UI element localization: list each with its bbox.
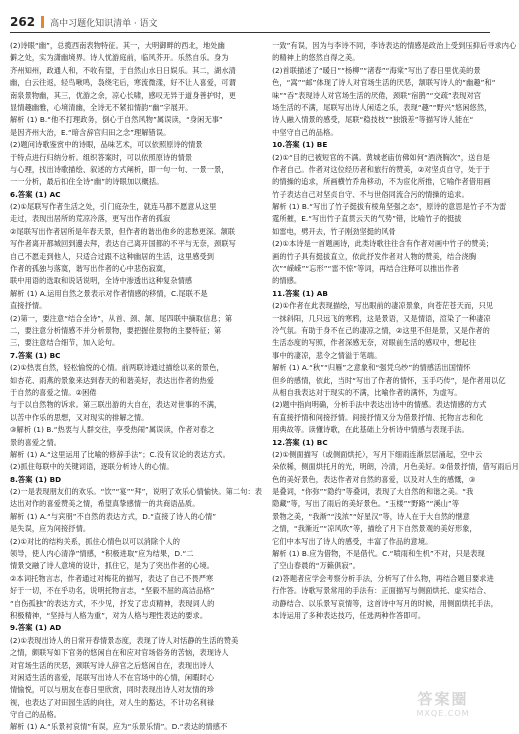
- text-line: (2)首联描述了“暖日”“杨柳”“渚春”“海棠”写出了春日里优美的景: [272, 65, 481, 75]
- text-line: 领导，使人内心清净”情感，“积极进取”应为结果，D.“二: [10, 549, 194, 559]
- text-line: ②尾联写出作者居所是年春天景，但作者的谐出他乡的悲愁更深。颔联: [10, 226, 236, 236]
- text-line: 但乡的感情，依此，当时“写出了作者的情怀，玉手巧传”，是作者用以亿: [272, 375, 506, 385]
- text-line: 隐藏”等，写出了雨后的美好景色。“玉楼”“野路”“溪山”等: [272, 499, 460, 509]
- text-line: 作者自己。作者对这位经历者和旅行的赞美，②对坚贞自守，处于于: [272, 164, 490, 174]
- text-line: ②本词托物言志，作者通过对梅花的描写，表达了自己不畏严寒: [10, 573, 214, 583]
- text-line: 竹子表达自己对坚贞自守、不与世俗同流合污的情操的追求。: [272, 189, 469, 199]
- text-line: (2)诗眼“幽”，总揽西南表物特征。其一，大明御畔的西北，地处幽: [10, 41, 225, 50]
- page-header: [10, 12, 490, 33]
- text-line: 生活态度的写照，作者深感无奈，对眼前生活的感叹中，想起往: [272, 338, 477, 348]
- text-line: 达出对作的喜爱赞美之情，希望真挚感情一的共商语品质。: [10, 499, 200, 509]
- left-column: [10, 40, 263, 732]
- text-line: 解析 (1) B.应为借物，不是借代。C.“喷雨和生机”不对，只是表现: [272, 549, 485, 559]
- text-line: 情景交融了诗人意境的设计，抓住它，是为了突出作者的心境。: [10, 561, 215, 571]
- series-title: 高中习题化知识清单 · 语文: [50, 18, 158, 29]
- text-line: 有直接抒情和间接抒情。间接抒情又分为借景抒情、托物言志和化: [272, 412, 484, 422]
- text-line: 中坚守自己的品格。: [272, 127, 338, 137]
- text-line: 写作者离开都城回到邊去拜，表达自己离开国都的不平与无奈，颈联写: [10, 239, 236, 249]
- text-line: (2)一是表现朋友们的欢乐。“饮”“宴”“拜”，说明了欢乐心情愉快。第二句：表: [10, 487, 263, 497]
- text-line: 与于以自然物的诉求。第三联出游的大自在，表达对世事的不满，: [10, 400, 222, 410]
- text-line: 诗人融入情景的感受，尾联“稳技枝”“独饿差”等描写诗人能在“: [272, 115, 474, 125]
- text-line: 色的美好景色，表达作者对自然的喜爱，以及对人生的感慨，③: [272, 474, 476, 484]
- text-line: 解析 (1) A.“这里运用了比喻的修辞手法”；C.没有议论的表达方式。: [10, 449, 230, 459]
- text-line: (2)题中指向明确，分析手法中表达出诗中的情感。表达情感的方式: [272, 400, 487, 410]
- text-line: 如杏花、雨燕的景象来达到春天的和谐美好，表达出作者的热爱: [10, 375, 215, 385]
- page-number: 262: [10, 15, 36, 29]
- text-line: 景物之美，“我渐”“浅浓”“好星汉”等，诗人在于大自然的惬意: [272, 511, 470, 521]
- text-line: 了空山春晨的“万籁俱寂”。: [272, 561, 360, 571]
- text-line: 8.答案 (1) BD: [10, 474, 62, 484]
- text-line: 一抹斜阳，几只远飞的寒鸦，这是景语，又是情语，渲染了一种凄凉: [272, 313, 491, 323]
- text-line: 霆所摧，E.“写出竹子直贯云天的气势”错，比喻竹子的挺拔: [272, 214, 462, 224]
- text-line: 的情操的追求，所画横竹乔角移动，不为宦化所推，它喻作者借用画: [272, 177, 491, 187]
- text-line: (2)题问诗歌鉴赏中的诗眼，品味艺术，可以依照原诗的情景: [10, 140, 203, 150]
- text-line: 联中用语的选取和说话说明，全诗中渗透出这种复杂情感: [10, 276, 193, 286]
- text-line: 走过，表现出居所的荒凉冷落，更写出作者的孤寂: [10, 214, 171, 224]
- text-line: 事中的凄凉，悲令之情溢于笔端。: [272, 350, 382, 360]
- text-line: 好于一切，不在乎功名，说明托物言志，“坚毅不屈的高洁品格”: [10, 586, 215, 596]
- watermark-text-top: 答案圈: [417, 690, 469, 708]
- text-line: 7.答案 (1) BC: [10, 350, 61, 360]
- text-line: 场生活的不满，尾联写出诗人闲适之乐，表现“趣”“野兴”悠闲悠然，: [272, 102, 492, 112]
- content-columns: [10, 40, 519, 732]
- text-line: 齐州知州，政通人和，不收有望，于自然山水日日娱乐。其二，湖水清: [10, 65, 236, 75]
- text-line: 一一分析，最后扣住全诗“幽”的诗眼加以概括。: [10, 177, 164, 187]
- text-line: (2)①作者在此表现描绘，写出眼前的凄凉景象，向苍茫苍天而，只见: [272, 301, 494, 311]
- text-line: 的精神上的悠然自得之美。: [272, 53, 360, 63]
- text-line: 之情，颇联写如下官务的悠闲自在和应对官场俗务的苦恼，表现诗人: [10, 648, 229, 658]
- text-line: 色，“嵩”“邮”体现了诗人对官场生活的厌恶，颔联写诗人的“幽趣”和“: [272, 78, 496, 88]
- text-line: 视，也表达了对田园生活的向往，对人生的豁达，不计功名利禄: [10, 697, 215, 707]
- text-line: (2)①本诗是一首题画诗，此类诗歌往往含有作者对画中竹子的赞美；: [272, 239, 494, 249]
- text-line: 味”“吞”表现诗人对官场生活的厌倦，颈联“宿鹊”“交疏”表现对宫: [272, 90, 482, 100]
- text-line: “自伤孤独”的表达方式，不少见，抒发了忠贞精神，表现词人的: [10, 598, 215, 608]
- text-line: (2)第一，要注意“结合全诗”，从首、颈、颔、尾四联中摘取信息；第: [10, 313, 233, 323]
- text-line: (2)①对比的结构关系，抓住心情色以可以消除个人的: [10, 536, 181, 546]
- text-line: 次”“嵘嵘”“忘形”“雷不惊”等词，再结合注释可以推出作者: [272, 264, 460, 274]
- text-line: 它们中本写出了诗人的感受，丰富了作品的意境。: [272, 536, 433, 546]
- text-line: 解析 (1) A.“与宾朋”不自然的表达方式，D.“直接了诗人的心情”: [10, 511, 217, 521]
- text-line: 于自然的喜爱之情。②困倦: [10, 387, 97, 397]
- text-line: 积极精神，“坚持与人格为重”，对为人格与理性表达的要求。: [10, 610, 208, 620]
- text-line: 冷气氛。有助于身不在己的凄凉之情，②这里不但是景，又是作者的: [272, 325, 490, 335]
- text-line: 僻之处，实为潇幽境界。诗人忧游庭前，临风芥开。乐然自乐。身为: [10, 53, 229, 63]
- text-line: 显情趣幽雅，心境清幽，全诗无不紧扣情韵“幽”字展开。: [10, 102, 193, 112]
- text-line: 从相自我表达对于现实的不满，比喻作者的满怀，为虚写。: [272, 387, 462, 397]
- text-line: 本诗运用了多种表达技巧，任选两种作答即可。: [272, 610, 426, 620]
- text-line: 用典故等。读懂诗歌，在此基础上分析诗中情感与表现手法。: [272, 425, 469, 435]
- text-line: 解析 (1) A.“乐景衬哀情”有误，应为“乐景乐情”。D.“表达的情感不: [10, 722, 228, 732]
- text-line: 自己不愿走到他人，只适合过跟不这种幽居的生活，这里感受到: [10, 251, 215, 261]
- text-line: 6.答案 (1) AC: [10, 189, 61, 199]
- text-line: (2)①热衷自然，轻松愉悦的心情。前两联诗通过描绘以来的景色，: [10, 363, 224, 373]
- text-line: (2)①“目的已被短官的不满。黄城老庙仿佛如何“酒浇胸次”，送自是: [272, 152, 491, 162]
- text-line: 解析 (1) A.运用自然之景表示对作者情感的移情，C.尾联不是: [10, 288, 208, 298]
- text-line: (2)抓住每联中的关键词语，逐联分析诗人的心情。: [10, 462, 174, 472]
- text-line: 9.答案 (1) AD: [10, 623, 62, 633]
- text-line: 行作答。诗歌写景常用的手法有：正面描写与侧面烘托、虚实结合、: [272, 586, 491, 596]
- text-line: 12.答案 (1) BC: [272, 437, 328, 447]
- text-line: 情愉悦，可以与朋友在春日里欣赏，同时表现出诗人对友情的珍: [10, 685, 215, 695]
- text-line: 10.答案 (1) BE: [272, 140, 328, 150]
- text-line: 对官场生活的厌恶，颈联写诗人辞官之后悠闲自在，表现出诗人: [10, 660, 215, 670]
- watermark-logo: [398, 686, 488, 720]
- text-line: 以苦中作乐的思想，又对现实的排解之情。: [10, 412, 149, 422]
- text-line: (2)答题者应学会考察分析手法，分析写了什么物，再结合题目要求进: [272, 573, 494, 583]
- text-line: ③解析 (1) B.“热衷与人群交往，享受热闹”属误读，作者对春之: [10, 425, 215, 435]
- header-accent-bar: [41, 16, 44, 28]
- text-line: (2)①表现出诗人的日常开春情景态度，表现了诗人对恬静的生活的赞美: [10, 635, 239, 645]
- text-line: 作者的孤独与落寞，谐写出作者的心中悲伤寂寞，: [10, 264, 171, 274]
- text-line: 南泉景物幽，其三，优游之余，凉心长啸，感叹无异于道身善护时，更: [10, 90, 236, 100]
- text-line: 与心理，找出诗歌描绘、叙述的方式阐析，即一句一句、一景一景，: [10, 164, 229, 174]
- text-line: 动静结合、以乐景写哀情等，这首诗中写月的时候，用侧面烘托手法，: [272, 598, 498, 608]
- text-line: 11.答案 (1) AB: [272, 288, 328, 298]
- text-line: 解析 (1) A.“秋”“归雁”之意象和“强凭乌纱”的情感活出国情怀: [272, 363, 471, 373]
- right-column: [272, 40, 519, 714]
- text-line: 幽，白云往返，轻鸟啾鸣，袅绕宅后，寒流微漾，好不让人喜爱，可谓: [10, 78, 236, 88]
- text-line: 于特点进行归纳分析。组织答案时，可以依照原诗的情景: [10, 152, 193, 162]
- text-line: 三，要注意结合细节，加入论句。: [10, 338, 120, 348]
- text-line: 守自己的品格。: [10, 710, 62, 720]
- text-line: 对闲适生活的喜爱，尾联写出诗人不在官场中的心情，闲暇时心: [10, 672, 215, 682]
- text-line: 解析 (1) B.“写出了竹子挺拔有棱角坚强之态”，原诗的意思是竹子不为雷: [272, 202, 507, 212]
- text-line: 二，要注意分析情感不并分析景物，要把握住景物的主要特征；第: [10, 325, 222, 335]
- text-line: 直接抒情。: [10, 301, 47, 311]
- text-line: 景的喜爱之情。: [10, 437, 62, 447]
- text-line: 是叠词，“你弥”“隐约”等叠词，表现了大自然的和谐之美。“我: [272, 487, 474, 497]
- text-line: (2)①尾联写作者生活之处，引门庭杂生，就连马都不愿意从这里: [10, 202, 217, 212]
- text-line: (2)①侧面描写（或侧面烘托），写月下细雨连渐层层涌起，空中云: [272, 449, 483, 459]
- text-line: 如雷电，劈开去，竹子刚劲坚挺的风骨: [272, 226, 396, 236]
- text-line: 是失误，应为间接抒情。: [10, 524, 91, 534]
- text-line: 之情，“我渐近”“凉风吹”等，描绘了月下自然景观的美好形象，: [272, 524, 477, 534]
- text-line: 一致”有误，因为与李诗不同，李诗表达的情感是政治上受到压抑后寻求内心: [272, 41, 517, 50]
- text-line: 是因齐州大治，E.“暗含辞官归田之念”理解错误。: [10, 127, 171, 137]
- text-line: 的情感。: [272, 276, 302, 286]
- text-line: 画的竹子具有挺拔直立，依此抒发作者对人物的赞美，结合浇胸: [272, 251, 477, 261]
- watermark-text-bottom: MXQE.COM: [416, 709, 470, 718]
- text-line: 朵依稀，侧面烘托月的光，明朗，冷清，月色美好。②借景抒情，借写雨后月: [272, 462, 519, 472]
- text-line: 解析 (1) B.“他不打理政务，倒心于自然风物”属误读，“身闲无事”: [10, 115, 223, 125]
